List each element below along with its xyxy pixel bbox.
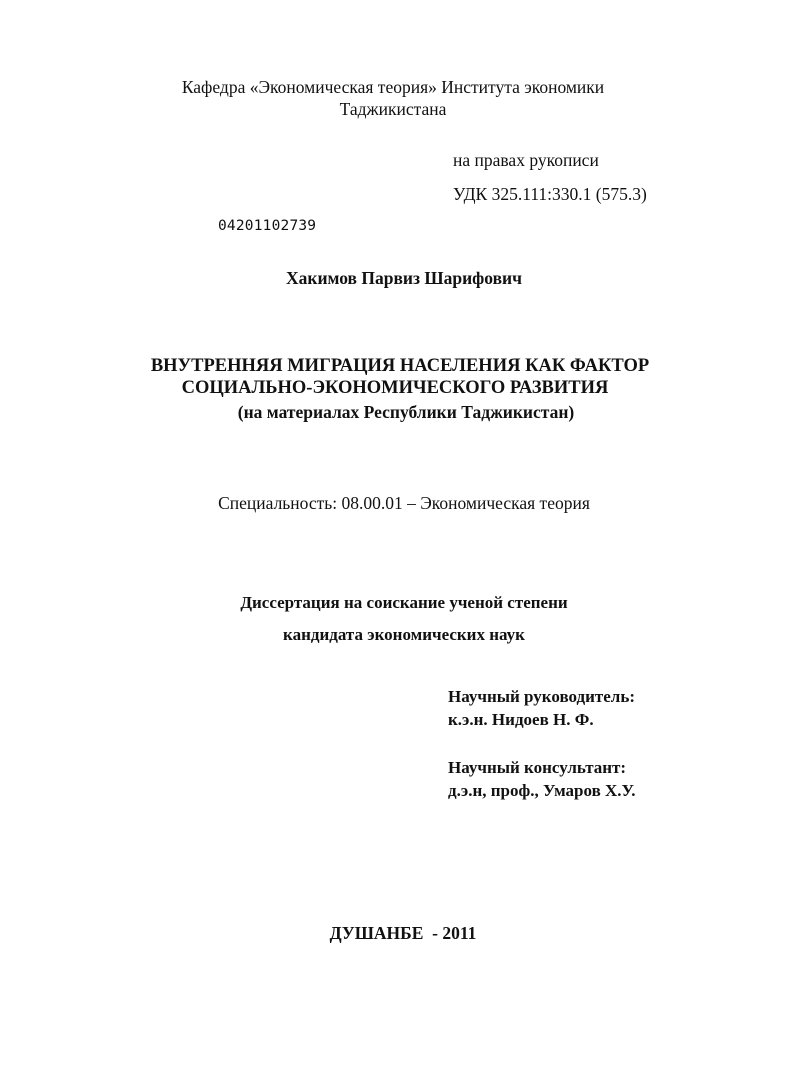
udk-code: УДК 325.111:330.1 (575.3) (453, 184, 647, 204)
dissertation-line-1: Диссертация на соискание ученой степени (240, 593, 568, 612)
consultant-label: Научный консультант: (448, 758, 627, 777)
consultant-name: д.э.н, проф., Умаров Х.У. (448, 781, 636, 800)
registration-number: 04201102739 (218, 218, 317, 234)
author-name: Хакимов Парвиз Шарифович (285, 268, 523, 288)
thesis-title-line-1: ВНУТРЕННЯЯ МИГРАЦИЯ НАСЕЛЕНИЯ КАК ФАКТОР (150, 356, 650, 376)
supervisor-name: к.э.н. Нидоев Н. Ф. (448, 710, 594, 729)
thesis-title-line-2: СОЦИАЛЬНО-ЭКОНОМИЧЕСКОГО РАЗВИТИЯ (181, 378, 609, 398)
specialty: Специальность: 08.00.01 – Экономическая теория (218, 493, 590, 513)
manuscript-rights: на правах рукописи (453, 150, 599, 170)
institution-line-2: Таджикистана (339, 99, 447, 119)
dissertation-line-2: кандидата экономических наук (283, 625, 525, 644)
supervisor-label: Научный руководитель: (448, 687, 635, 706)
city-year: ДУШАНБЕ - 2011 (329, 923, 477, 943)
thesis-title-line-3: (на материалах Республики Таджикистан) (237, 402, 575, 422)
institution-line-1: Кафедра «Экономическая теория» Института экономики (181, 77, 605, 97)
